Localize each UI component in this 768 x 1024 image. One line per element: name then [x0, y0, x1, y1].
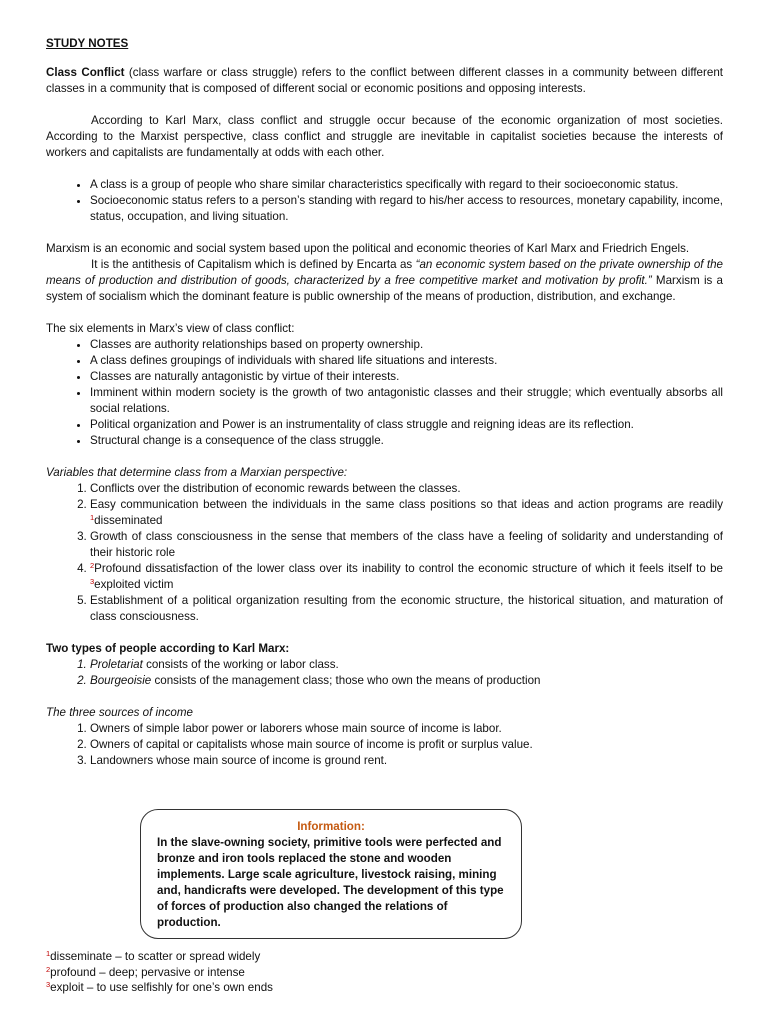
- two-types-heading: Two types of people according to Karl Marx:: [46, 642, 290, 655]
- intro-text: (class warfare or class struggle) refers to the conflict between different classes in a community between different classes in a community that is composed of different social or economic positions and opposing interests.: [46, 66, 723, 95]
- footnote-ref: 2: [90, 561, 95, 570]
- footnote-ref: 3: [90, 577, 95, 586]
- page-title: STUDY NOTES: [46, 37, 129, 50]
- two-types-list: [46, 657, 723, 689]
- item-text: consists of the working or labor class.: [142, 658, 339, 671]
- list-item: 2. Owners of capital or capitalists whose main source of income is profit or surplus value.: [90, 737, 723, 753]
- antithesis-before: It is the antithesis of Capitalism which is defined by Encarta as: [91, 258, 416, 271]
- information-box: [140, 809, 522, 939]
- income-heading: The three sources of income: [46, 706, 193, 719]
- document-page: [46, 36, 723, 769]
- footnote: [46, 949, 273, 965]
- marx-paragraph: According to Karl Marx, class conflict and struggle occur because of the economic organization of most societies. According to the Marxist perspective, class conflict and struggle are inevitable in capitalist societies because the interests of workers and capitalists are fundamentally at odds with each other.: [46, 114, 723, 159]
- variables-list: [46, 481, 723, 625]
- footnote-text: disseminate – to scatter or spread widely: [50, 950, 261, 963]
- list-item: • A class is a group of people who share similar characteristics specifically with regard to their socioeconomic status.: [90, 177, 723, 193]
- income-list: [46, 721, 723, 769]
- footnote-number: 1: [46, 949, 51, 958]
- information-heading: Information:: [297, 820, 365, 833]
- marxism-paragraph: Marxism is an economic and social system based upon the political and economic theories of Karl Marx and Friedrich Engels.: [46, 242, 690, 255]
- intro-term: Class Conflict: [46, 66, 125, 79]
- list-item: • Imminent within modern society is the growth of two antagonistic classes and their struggle; which eventually absorbs all social relations.: [90, 385, 723, 417]
- footnote-number: 2: [46, 964, 51, 974]
- item-text: exploited victim: [94, 578, 174, 591]
- footnote-text: profound – deep; pervasive or intense: [50, 965, 245, 979]
- list-item: • Socioeconomic status refers to a person’s standing with regard to his/her access to resources, monetary capability, income, status, occupation, and living situation.: [90, 193, 723, 225]
- list-item: • Political organization and Power is an instrumentality of class struggle and reigning ideas are its reflection.: [90, 417, 723, 433]
- footnote: [46, 980, 273, 996]
- information-text: In the slave-owning society, primitive tools were perfected and bronze and iron tools replaced the stone and wooden implements. Large scale agriculture, livestock raising, mining and, handicrafts were developed. The development of this type of forces of production also changed the relations of production.: [157, 836, 504, 929]
- intro-paragraph: [46, 65, 723, 97]
- list-item: 3. Growth of class consciousness in the sense that members of the class have a feeling of solidarity and understanding of their historic role: [90, 529, 723, 561]
- item-text: Profound dissatisfaction of the lower class over its inability to control the economic structure of which it feels itself to be: [94, 562, 723, 575]
- footnote-number: 3: [46, 980, 51, 989]
- list-item: 3. Landowners whose main source of income is ground rent.: [90, 753, 723, 769]
- list-item: • Structural change is a consequence of the class struggle.: [90, 433, 723, 449]
- list-item: 1. Conflicts over the distribution of economic rewards between the classes.: [90, 481, 723, 497]
- item-text: consists of the management class; those who own the means of production: [151, 674, 541, 687]
- item-text: disseminated: [94, 514, 163, 527]
- list-item: • A class defines groupings of individuals with shared life situations and interests.: [90, 353, 723, 369]
- list-item: [90, 561, 723, 593]
- footnote-ref: 1: [90, 513, 95, 522]
- list-item: [90, 673, 723, 689]
- item-text: Easy communication between the individuals in the same class positions so that ideas and action programs are readily: [90, 498, 723, 511]
- encarta-quote: “an economic system based on the private ownership of the means of production and distribution of goods, characterized by a free competitive market and motivation by profit.”: [46, 258, 723, 287]
- list-item: • Classes are authority relationships based on property ownership.: [90, 337, 723, 353]
- footnotes: [46, 949, 273, 996]
- list-item: 5. Establishment of a political organization resulting from the economic structure, the historical situation, and maturation of class consciousness.: [90, 593, 723, 625]
- footnote: [46, 965, 273, 981]
- six-elements-heading: The six elements in Marx’s view of class conflict:: [46, 322, 295, 335]
- list-item: 1. Owners of simple labor power or laborers whose main source of income is labor.: [90, 721, 723, 737]
- antithesis-after: Marxism is a system of socialism which the dominant feature is public ownership of the means of production, distribution, and exchange.: [46, 274, 723, 303]
- list-item: [90, 497, 723, 529]
- class-bullet-list: [46, 177, 723, 225]
- six-elements-list: [46, 337, 723, 449]
- list-item: [90, 657, 723, 673]
- footnote-text: exploit – to use selfishly for one’s own ends: [50, 981, 273, 994]
- item-term: Proletariat: [90, 658, 143, 671]
- item-term: Bourgeoisie: [90, 674, 152, 687]
- antithesis-paragraph: [46, 257, 723, 305]
- variables-heading: Variables that determine class from a Marxian perspective:: [46, 466, 348, 479]
- list-item: • Classes are naturally antagonistic by virtue of their interests.: [90, 369, 723, 385]
